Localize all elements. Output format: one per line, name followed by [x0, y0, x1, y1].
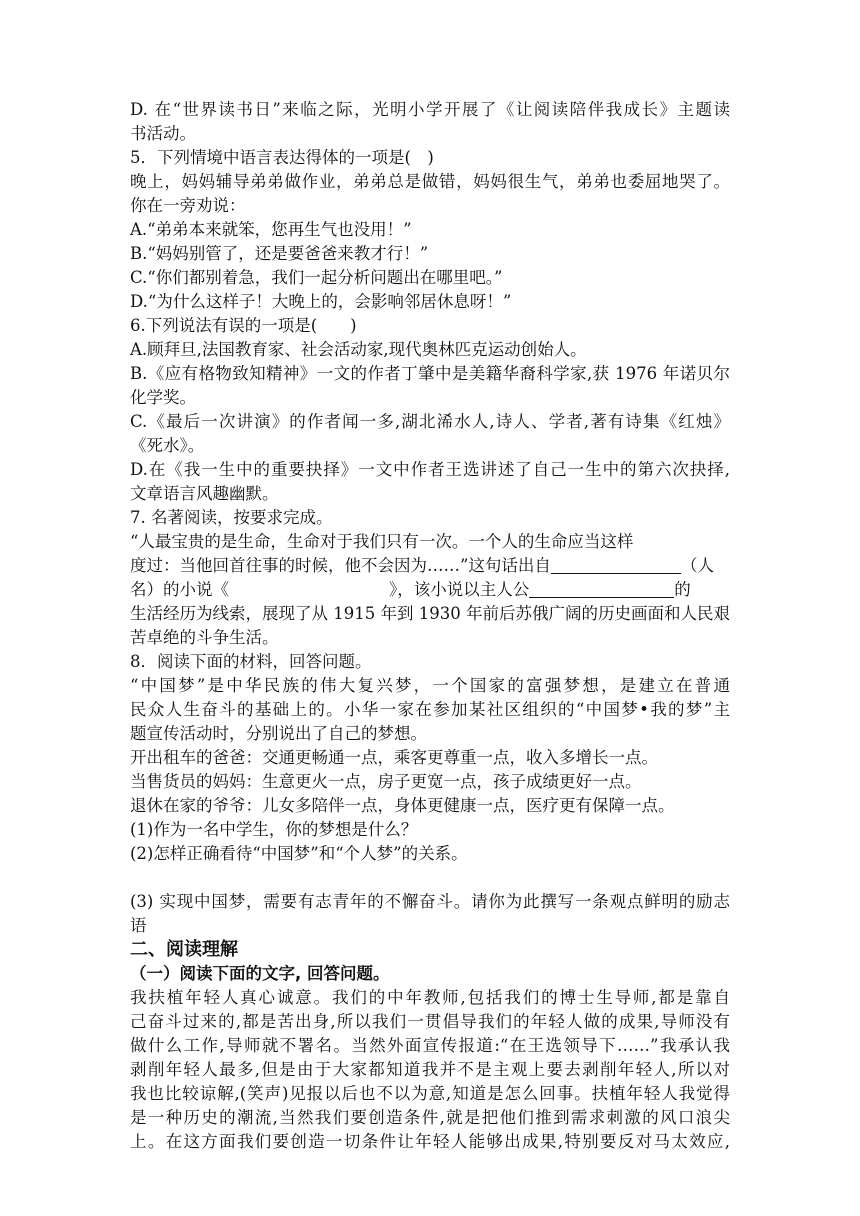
text-segment: 》，该小说以主人公	[389, 580, 530, 599]
text-line: 文章语言风趣幽默。	[130, 484, 279, 503]
subsection-heading: （一）阅读下面的文字, 回答问题。	[130, 964, 390, 983]
document-body	[130, 98, 730, 1154]
option-c: C.“你们都别着急，我们一起分析问题出在哪里吧。”	[130, 268, 503, 287]
question-5: 5．下列情境中语言表达得体的一项是( )	[130, 148, 434, 167]
sub-question-1: (1)作为一名中学生，你的梦想是什么？	[130, 820, 418, 839]
text-segment: 度过：当他回首往事的时候，他不会因为……”这句话出自	[130, 556, 551, 575]
option-a: A.顾拜旦,法国教育家、社会活动家,现代奥林匹克运动创始人。	[130, 340, 587, 359]
text-line: 生活经历为线索，展现了从 1915 年到 1930 年前后苏俄广阔的历史画面和人民艰	[130, 604, 730, 623]
quote-line: “人最宝贵的是生命，生命对于我们只有一次。一个人的生命应当这样	[130, 532, 634, 551]
passage-line: 做什么工作,导师就不署名。当然外面宣传报道:“在王选领导下……”我承认我	[130, 1036, 730, 1055]
passage-line: 是一种历史的潮流,当然我们要创造条件,就是把他们推到需求刺激的风口浪尖	[130, 1108, 730, 1127]
text-line: 晚上，妈妈辅导弟弟做作业，弟弟总是做错，妈妈很生气，弟弟也委屈地哭了。	[130, 172, 730, 191]
option-b: B.《应有格物致知精神》一文的作者丁肇中是美籍华裔科学家,获 1976 年诺贝尔	[130, 364, 730, 383]
text-segment: 名）的小说《	[130, 580, 229, 599]
text-line: 化学奖。	[130, 388, 196, 407]
option-d: D.在《我一生中的重要抉择》一文中作者王选讲述了自己一生中的第六次抉择,	[130, 460, 730, 479]
option-a: A.“弟弟本来就笨，您再生气也没用！”	[130, 220, 412, 239]
text-line: 《死水》。	[130, 436, 205, 455]
text-segment: （人	[680, 556, 714, 575]
question-7: 7. 名著阅读，按要求完成。	[130, 508, 333, 527]
passage-line: 我也比较谅解,(笑声)见报以后也不以为意,知道是怎么回事。扶植年轻人我觉得	[130, 1084, 730, 1103]
text-line: 当售货员的妈妈：生意更火一点，房子更宽一点，孩子成绩更好一点。	[130, 772, 642, 791]
text-line: 苦卓绝的斗争生活。	[130, 628, 279, 647]
answer-space[interactable]	[130, 866, 730, 890]
passage-line: 剥削年轻人最多,但是由于大家都知道我并不是主观上要去剥削年轻人,所以对	[130, 1060, 730, 1079]
passage-line: 我扶植年轻人真心诚意。我们的中年教师,包括我们的博士生导师,都是靠自	[130, 988, 730, 1007]
text-line: 语	[130, 916, 147, 935]
text-line: 你在一旁劝说：	[130, 196, 246, 215]
section-heading: 二、阅读理解	[130, 939, 238, 960]
text-line: 题宣传活动时，分别说出了自己的梦想。	[130, 724, 427, 743]
text-segment: 的	[674, 580, 691, 599]
sub-question-2: (2)怎样正确看待“中国梦”和“个人梦”的关系。	[130, 844, 468, 863]
passage-line: 上。在这方面我们要创造一切条件让年轻人能够出成果,特别要反对马太效应,	[130, 1132, 730, 1151]
passage-line: 己奋斗过来的,都是苦出身,所以我们一贯倡导我们的年轻人做的成果,导师没有	[130, 1012, 730, 1031]
answer-blank[interactable]	[551, 555, 681, 574]
text-line: D. 在“世界读书日”来临之际，光明小学开展了《让阅读陪伴我成长》主题读	[130, 100, 730, 119]
text-line: 书活动。	[130, 124, 196, 143]
text-line: 民众人生奋斗的基础上的。小华一家在参加某社区组织的“中国梦•我的梦”主	[130, 700, 730, 719]
text-line: “中国梦”是中华民族的伟大复兴梦，一个国家的富强梦想，是建立在普通	[130, 676, 730, 695]
text-line: 退休在家的爷爷：儿女多陪伴一点，身体更健康一点，医疗更有保障一点。	[130, 796, 675, 815]
question-6: 6.下列说法有误的一项是( )	[130, 316, 357, 335]
fill-blank-line	[130, 554, 730, 578]
option-d: D.“为什么这样子！大晚上的，会影响邻居休息呀！”	[130, 292, 512, 311]
option-b: B.“妈妈别管了，还是要爸爸来教才行！”	[130, 244, 429, 263]
option-c: C.《最后一次讲演》的作者闻一多,湖北浠水人,诗人、学者,著有诗集《红烛》	[130, 412, 730, 431]
answer-blank[interactable]	[529, 579, 674, 598]
question-8: 8．阅读下面的材料，回答问题。	[130, 652, 372, 671]
text-line: 开出租车的爸爸：交通更畅通一点，乘客更尊重一点，收入多增长一点。	[130, 748, 658, 767]
sub-question-3: (3) 实现中国梦，需要有志青年的不懈奋斗。请你为此撰写一条观点鲜明的励志	[130, 892, 730, 911]
fill-blank-line	[130, 578, 730, 602]
